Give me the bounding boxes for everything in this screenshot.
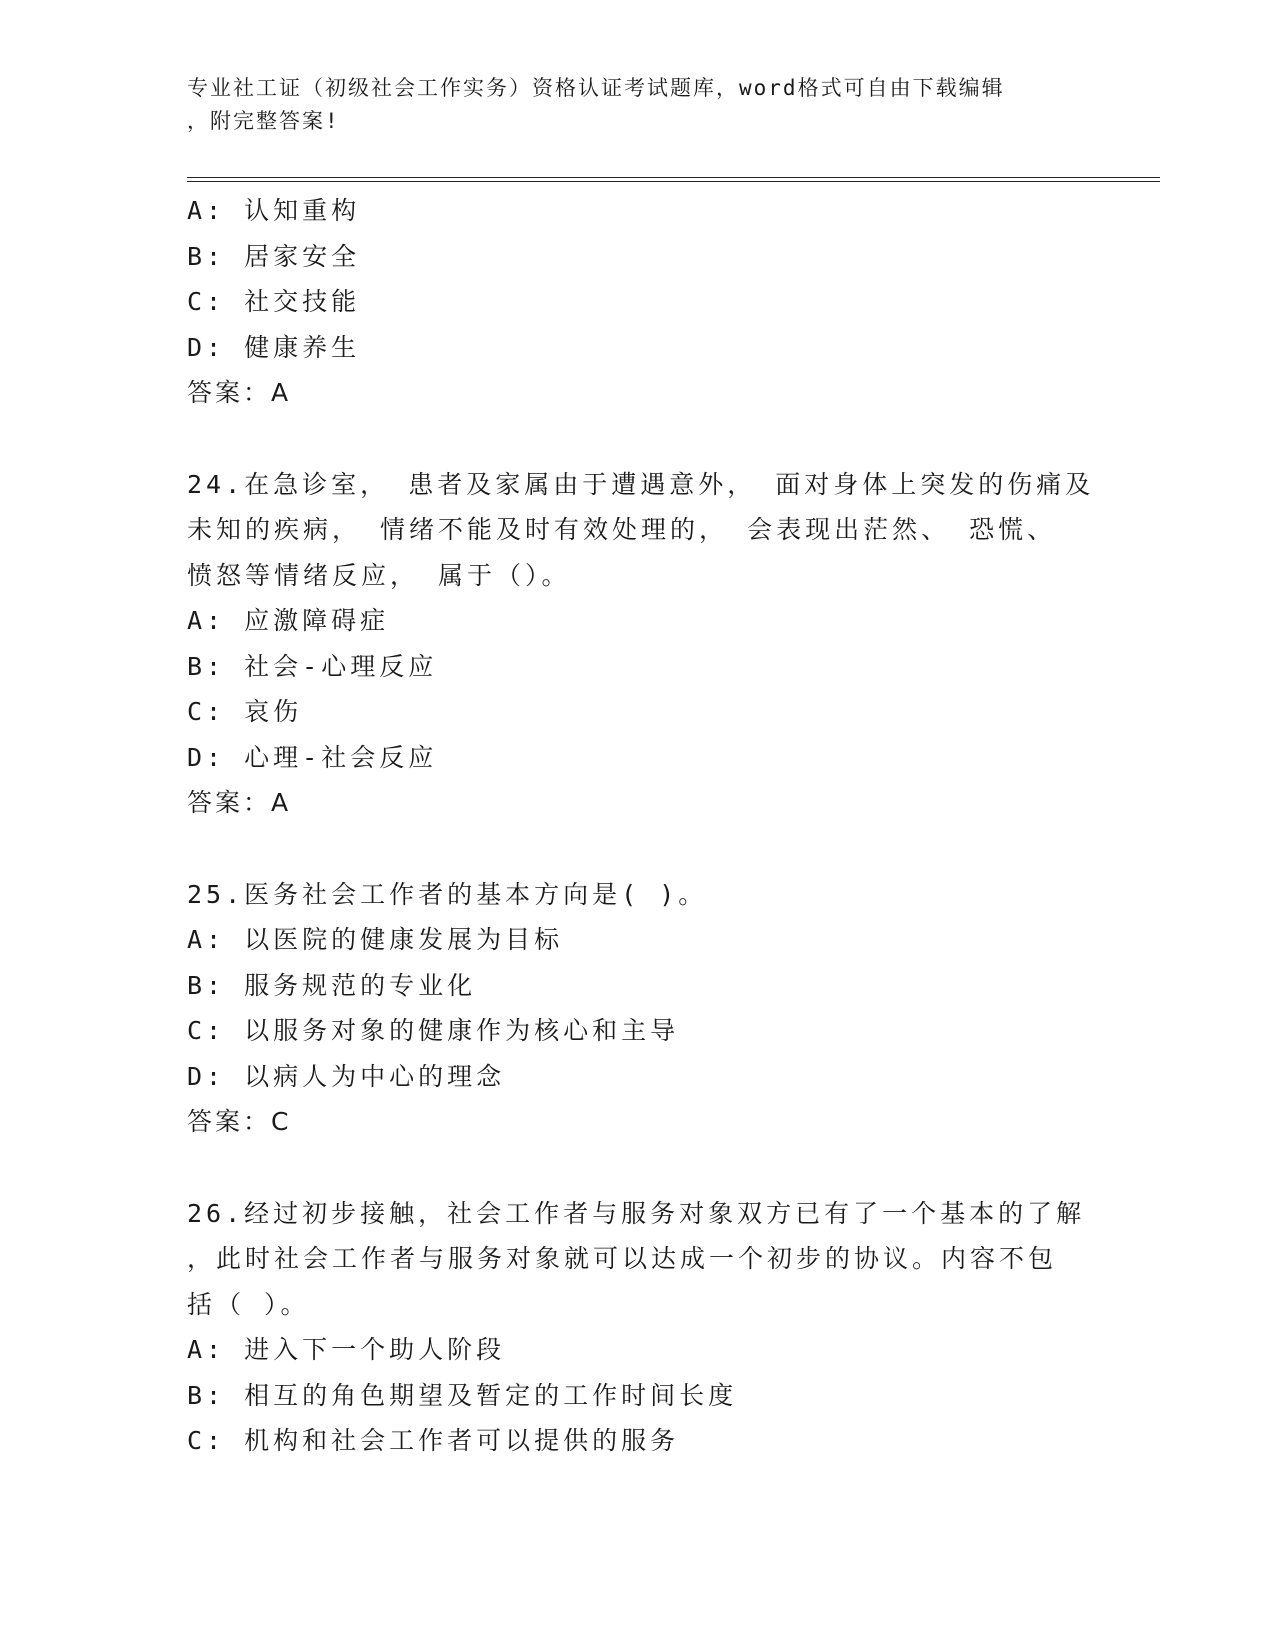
- option-c: C: 社交技能: [187, 287, 361, 316]
- question-24: [187, 462, 1095, 826]
- page-header: [187, 72, 1067, 138]
- header-line-1: 专业社工证（初级社会工作实务）资格认证考试题库，word格式可自由下载编辑: [187, 76, 1005, 100]
- question-stem-line: 括（ ）。: [187, 1289, 310, 1319]
- answer: 答案：C: [187, 1107, 292, 1136]
- header-line-2: ，附完整答案!: [187, 109, 340, 133]
- answer: 答案：A: [187, 788, 292, 817]
- question-stem-line: 24.在急诊室， 患者及家属由于遭遇意外， 面对身体上突发的伤痛及: [187, 469, 1095, 499]
- question-26: [187, 1191, 1087, 1464]
- option-a: A: 认知重构: [187, 196, 361, 225]
- header-divider: [187, 177, 1160, 182]
- question-stem-line: 愤怒等情绪反应， 属于（）。: [187, 560, 571, 590]
- option-a: A: 以医院的健康发展为目标: [187, 925, 564, 954]
- question-stem-line: 26.经过初步接触，社会工作者与服务对象双方已有了一个基本的了解: [187, 1198, 1086, 1228]
- option-a: A: 应激障碍症: [187, 606, 390, 635]
- question-23: [187, 188, 1087, 416]
- option-b: B: 居家安全: [187, 241, 361, 271]
- option-b: B: 服务规范的专业化: [187, 970, 477, 1000]
- option-d: D: 心理-社会反应: [187, 742, 438, 772]
- option-c: C: 哀伤: [187, 697, 303, 726]
- question-stem-line: ，此时社会工作者与服务对象就可以达成一个初步的协议。内容不包: [187, 1244, 1058, 1273]
- question-stem-line: 未知的疾病， 情绪不能及时有效处理的， 会表现出茫然、 恐慌、: [187, 515, 1057, 544]
- option-d: D: 以病人为中心的理念: [187, 1061, 506, 1091]
- answer: 答案：A: [187, 378, 292, 407]
- option-b: B: 相互的角色期望及暂定的工作时间长度: [187, 1380, 738, 1410]
- question-stem-line: 25.医务社会工作者的基本方向是( )。: [187, 879, 708, 909]
- option-a: A: 进入下一个助人阶段: [187, 1335, 506, 1364]
- option-c: C: 机构和社会工作者可以提供的服务: [187, 1426, 680, 1455]
- option-b: B: 社会-心理反应: [187, 651, 438, 681]
- option-d: D: 健康养生: [187, 332, 361, 362]
- option-c: C: 以服务对象的健康作为核心和主导: [187, 1016, 680, 1045]
- question-list: [187, 188, 1095, 1464]
- question-25: [187, 872, 1087, 1145]
